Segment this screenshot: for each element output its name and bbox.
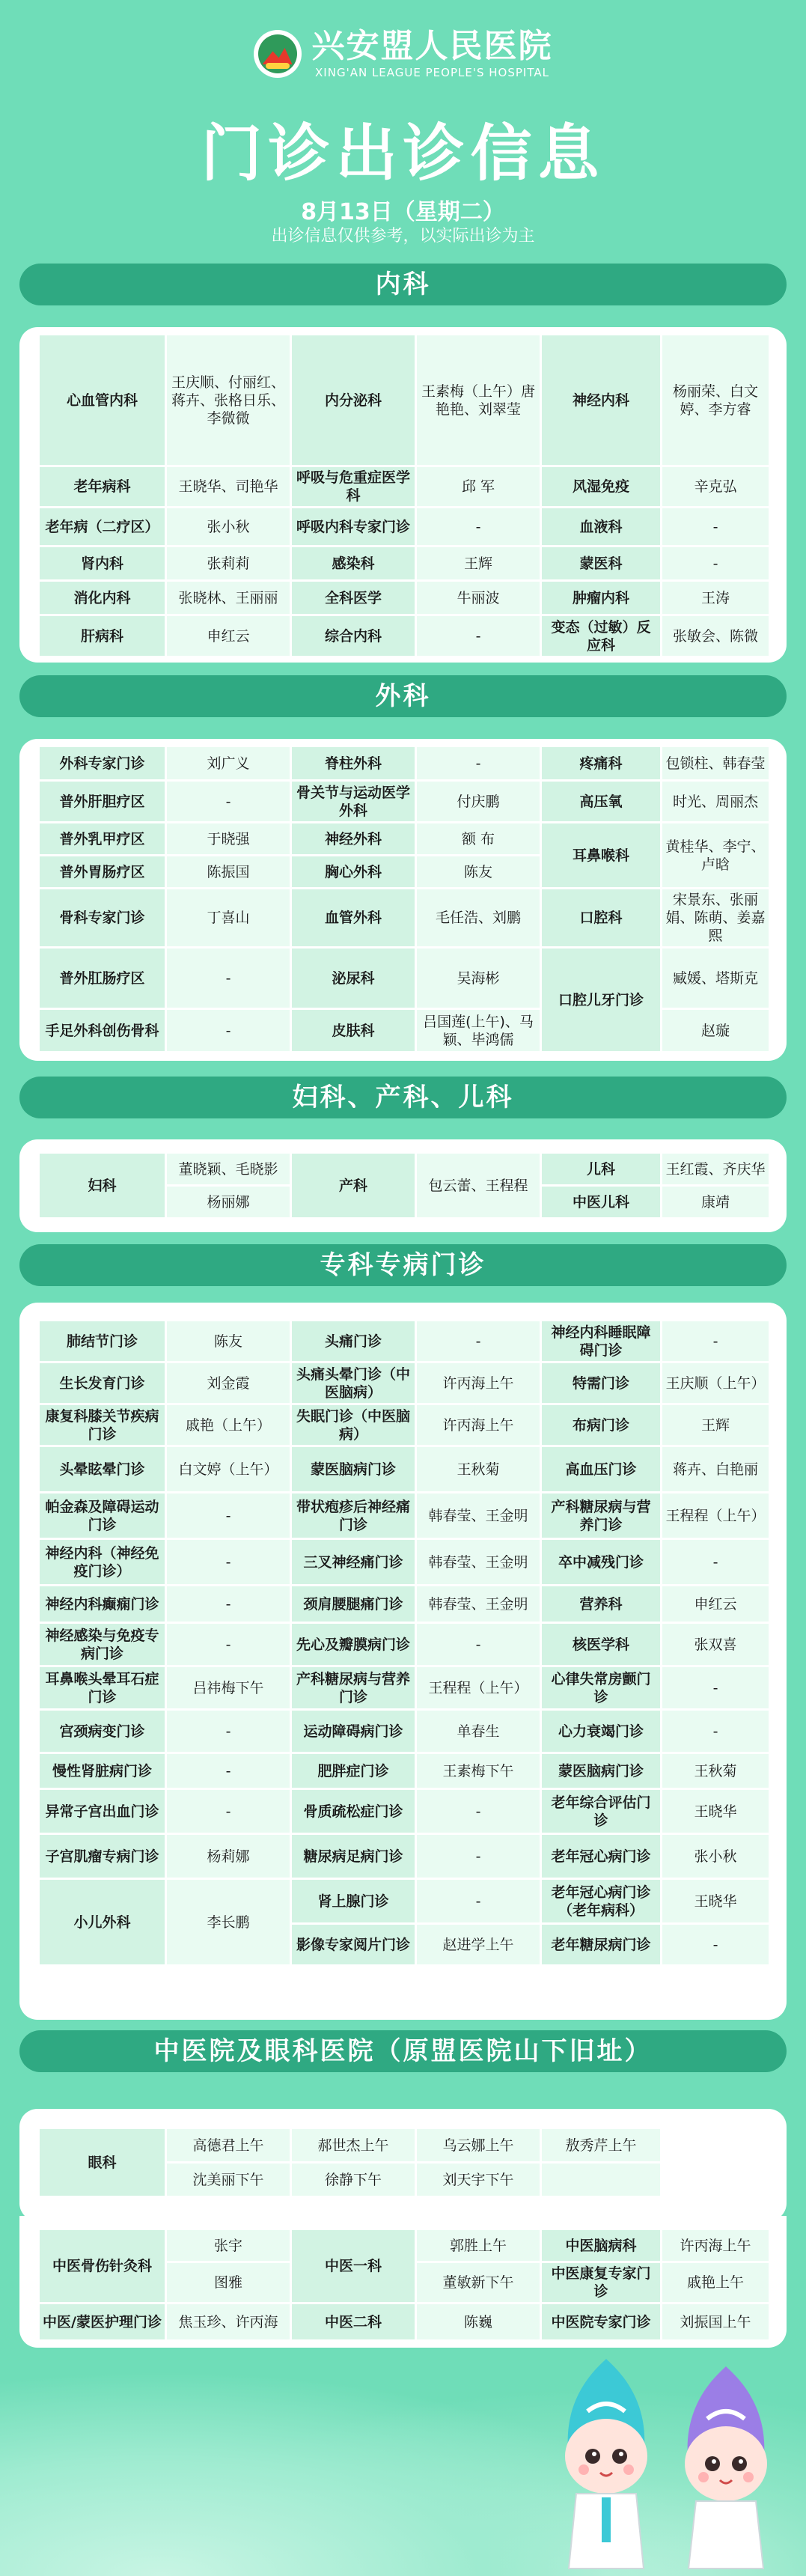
dept-cell: 老年糖尿病门诊 — [541, 1924, 662, 1966]
doctor-cell: 沈美丽下午 — [166, 2163, 291, 2197]
doctor-cell: 单春生 — [416, 1710, 541, 1753]
table-row — [39, 1789, 770, 1834]
table-row — [39, 2128, 770, 2163]
dept-cell: 妇科 — [39, 1153, 166, 1219]
doctor-cell: - — [166, 1753, 291, 1789]
doctor-cell: 康靖 — [662, 1186, 770, 1219]
doctor-cell: 王晓华 — [662, 1879, 770, 1924]
table-row — [39, 1834, 770, 1879]
section-panel-eye — [19, 2109, 787, 2221]
doctor-cell: - — [166, 781, 291, 823]
dept-cell: 颈肩腰腿痛门诊 — [291, 1586, 416, 1623]
doctor-cell: 时光、周丽杰 — [662, 781, 770, 823]
dept-cell: 高血压门诊 — [541, 1446, 662, 1493]
doctor-cell: 刘广义 — [166, 746, 291, 781]
doctor-cell: 李长鹏 — [166, 1879, 291, 1966]
doctor-cell: - — [416, 508, 541, 546]
section-title-internal: 内科 — [19, 264, 787, 305]
table-row — [39, 1321, 770, 1362]
section-title-obgyn-peds: 妇科、产科、儿科 — [19, 1077, 787, 1118]
doctor-cell: 王程程（上午） — [662, 1493, 770, 1539]
dept-cell: 风湿免疫 — [541, 466, 662, 508]
dept-cell: 中医二科 — [291, 2304, 416, 2341]
doctor-cell: 付庆鹏 — [416, 781, 541, 823]
doctor-cell: 韩春莹、王金明 — [416, 1586, 541, 1623]
doctor-cell: 吕祎梅下午 — [166, 1666, 291, 1710]
empty-cell — [662, 2128, 770, 2163]
dept-cell: 慢性肾脏病门诊 — [39, 1753, 166, 1789]
doctor-cell: 王晓华、司艳华 — [166, 466, 291, 508]
table-row — [39, 2229, 770, 2262]
doctor-cell: 戚艳上午 — [662, 2262, 770, 2304]
doctor-cell: - — [662, 1924, 770, 1966]
dept-cell: 普外胃肠疗区 — [39, 856, 166, 889]
doctor-cell: - — [416, 1789, 541, 1834]
dept-cell: 头痛门诊 — [291, 1321, 416, 1362]
dept-cell: 糖尿病足病门诊 — [291, 1834, 416, 1879]
dept-cell: 中医骨伤针灸科 — [39, 2229, 166, 2304]
table-row — [39, 1539, 770, 1586]
doctor-cell: 王辉 — [416, 546, 541, 581]
dept-cell: 血液科 — [541, 508, 662, 546]
dept-cell: 肿瘤内科 — [541, 581, 662, 615]
hospital-name-en: XING'AN LEAGUE PEOPLE'S HOSPITAL — [315, 66, 549, 79]
table-row — [39, 546, 770, 581]
dept-cell: 老年病（二疗区） — [39, 508, 166, 546]
dept-cell: 布病门诊 — [541, 1404, 662, 1446]
schedule-table-obgyn-peds — [37, 1151, 771, 1220]
dept-cell: 核医学科 — [541, 1623, 662, 1666]
dept-cell: 全科医学 — [291, 581, 416, 615]
doctor-cell: 许丙海上午 — [416, 1362, 541, 1404]
doctor-cell: 陈振国 — [166, 856, 291, 889]
dept-cell: 运动障碍病门诊 — [291, 1710, 416, 1753]
hospital-name: 兴安盟人民医院 — [311, 27, 553, 65]
doctor-cell: 邱 军 — [416, 466, 541, 508]
dept-cell: 中医一科 — [291, 2229, 416, 2304]
doctor-cell: 杨莉娜 — [166, 1834, 291, 1879]
dept-cell: 失眠门诊（中医脑病） — [291, 1404, 416, 1446]
doctor-cell: 刘振国上午 — [662, 2304, 770, 2341]
doctor-cell: 吴海彬 — [416, 948, 541, 1009]
schedule-table-tcm — [37, 2228, 771, 2342]
hospital-brand — [0, 28, 806, 79]
table-row — [39, 1153, 770, 1186]
doctor-cell: 王晓华 — [662, 1789, 770, 1834]
doctor-cell: 郝世杰上午 — [291, 2128, 416, 2163]
doctor-cell: 陈友 — [166, 1321, 291, 1362]
dept-cell: 呼吸与危重症医学科 — [291, 466, 416, 508]
doctor-cell: - — [166, 1009, 291, 1053]
empty-cell — [662, 2163, 770, 2197]
schedule-table-eye — [37, 2127, 771, 2198]
dept-cell: 子宫肌瘤专病门诊 — [39, 1834, 166, 1879]
dept-cell: 耳鼻喉头晕耳石症门诊 — [39, 1666, 166, 1710]
table-row — [39, 1493, 770, 1539]
dept-cell: 特需门诊 — [541, 1362, 662, 1404]
doctor-cell: 陈巍 — [416, 2304, 541, 2341]
table-row — [39, 1404, 770, 1446]
doctor-cell: 王秋菊 — [662, 1753, 770, 1789]
doctor-cell: 王素梅（上午）唐艳艳、刘翠莹 — [416, 335, 541, 466]
dept-cell: 异常子宫出血门诊 — [39, 1789, 166, 1834]
dept-cell: 宫颈病变门诊 — [39, 1710, 166, 1753]
dept-cell: 肥胖症门诊 — [291, 1753, 416, 1789]
doctor-cell: 宋景东、张丽娟、陈萌、姜嘉熙 — [662, 889, 770, 948]
doctor-cell: 张晓林、王丽丽 — [166, 581, 291, 615]
dept-cell: 老年冠心病门诊（老年病科） — [541, 1879, 662, 1924]
doctor-cell: 白文婷（上午） — [166, 1446, 291, 1493]
dept-cell: 泌尿科 — [291, 948, 416, 1009]
dept-cell: 老年综合评估门诊 — [541, 1789, 662, 1834]
doctor-cell: 戚艳（上午） — [166, 1404, 291, 1446]
doctor-cell: - — [166, 1539, 291, 1586]
doctor-cell: 张小秋 — [662, 1834, 770, 1879]
doctor-cell: 许丙海上午 — [416, 1404, 541, 1446]
table-row — [39, 581, 770, 615]
doctor-cell: 杨丽荣、白文婷、李方睿 — [662, 335, 770, 466]
dept-cell: 头痛头晕门诊（中医脑病） — [291, 1362, 416, 1404]
dept-cell: 影像专家阅片门诊 — [291, 1924, 416, 1966]
schedule-date: 8月13日（星期二） — [301, 199, 505, 225]
dept-cell: 口腔科 — [541, 889, 662, 948]
table-row — [39, 1753, 770, 1789]
dept-cell: 肾内科 — [39, 546, 166, 581]
dept-cell: 神经内科睡眠障碍门诊 — [541, 1321, 662, 1362]
dept-cell: 脊柱外科 — [291, 746, 416, 781]
dept-cell: 骨质疏松症门诊 — [291, 1789, 416, 1834]
dept-cell: 血管外科 — [291, 889, 416, 948]
doctor-cell: 赵进学上午 — [416, 1924, 541, 1966]
dept-cell: 感染科 — [291, 546, 416, 581]
doctor-cell: 辛克弘 — [662, 466, 770, 508]
doctor-cell: 额 布 — [416, 823, 541, 856]
table-row — [39, 615, 770, 657]
mascot-icon — [531, 2351, 801, 2576]
dept-cell: 普外肝胆疗区 — [39, 781, 166, 823]
table-row — [39, 1623, 770, 1666]
doctor-cell: - — [662, 546, 770, 581]
table-row — [39, 1362, 770, 1404]
dept-cell: 眼科 — [39, 2128, 166, 2197]
doctor-cell — [541, 2163, 662, 2197]
doctor-cell: 申红云 — [662, 1586, 770, 1623]
doctor-cell: 丁喜山 — [166, 889, 291, 948]
doctor-cell: 张莉莉 — [166, 546, 291, 581]
doctor-cell: 韩春莹、王金明 — [416, 1539, 541, 1586]
schedule-table-surgery — [37, 745, 771, 1053]
doctor-cell: 徐静下午 — [291, 2163, 416, 2197]
dept-cell: 肾上腺门诊 — [291, 1879, 416, 1924]
page-header — [0, 0, 806, 270]
doctor-cell: 张双喜 — [662, 1623, 770, 1666]
dept-cell: 肝病科 — [39, 615, 166, 657]
doctor-cell: 张宇 — [166, 2229, 291, 2262]
table-row — [39, 1446, 770, 1493]
table-row — [39, 466, 770, 508]
doctor-cell: 陈友 — [416, 856, 541, 889]
dept-cell: 中医脑病科 — [541, 2229, 662, 2262]
dept-cell: 手足外科创伤骨科 — [39, 1009, 166, 1053]
doctor-cell: 吕国莲(上午)、马颖、毕鸿儒 — [416, 1009, 541, 1053]
dept-cell: 老年病科 — [39, 466, 166, 508]
doctor-cell: - — [416, 1879, 541, 1924]
dept-cell: 带状疱疹后神经痛门诊 — [291, 1493, 416, 1539]
dept-cell: 中医/蒙医护理门诊 — [39, 2304, 166, 2341]
dept-cell: 中医院专家门诊 — [541, 2304, 662, 2341]
doctor-cell: - — [416, 1321, 541, 1362]
doctor-cell: 王红霞、齐庆华 — [662, 1153, 770, 1186]
hospital-logo-icon — [254, 30, 302, 78]
doctor-cell: - — [416, 746, 541, 781]
doctor-cell: 刘金霞 — [166, 1362, 291, 1404]
dept-cell: 心力衰竭门诊 — [541, 1710, 662, 1753]
section-title-tcm-eye: 中医院及眼科医院（原盟医院山下旧址） — [19, 2030, 787, 2072]
dept-cell: 综合内科 — [291, 615, 416, 657]
doctor-cell: 杨丽娜 — [166, 1186, 291, 1219]
table-row — [39, 948, 770, 1009]
table-row — [39, 781, 770, 823]
doctor-cell: - — [166, 1710, 291, 1753]
dept-cell: 神经感染与免疫专病门诊 — [39, 1623, 166, 1666]
dept-cell: 中医儿科 — [541, 1186, 662, 1219]
doctor-cell: 张小秋 — [166, 508, 291, 546]
table-row — [39, 746, 770, 781]
doctor-cell: 王涛 — [662, 581, 770, 615]
dept-cell: 外科专家门诊 — [39, 746, 166, 781]
table-row — [39, 2304, 770, 2341]
doctor-cell: 刘天宇下午 — [416, 2163, 541, 2197]
doctor-cell: 董晓颖、毛晓影 — [166, 1153, 291, 1186]
dept-cell: 中医康复专家门诊 — [541, 2262, 662, 2304]
mascot-doctor-icon — [565, 2359, 647, 2569]
dept-cell: 神经外科 — [291, 823, 416, 856]
dept-cell: 康复科膝关节疾病门诊 — [39, 1404, 166, 1446]
dept-cell: 老年冠心病门诊 — [541, 1834, 662, 1879]
dept-cell: 变态（过敏）反应科 — [541, 615, 662, 657]
dept-cell: 神经内科（神经免疫门诊） — [39, 1539, 166, 1586]
dept-cell: 卒中减残门诊 — [541, 1539, 662, 1586]
table-row — [39, 1710, 770, 1753]
section-panel-specialty — [19, 1303, 787, 2020]
doctor-cell: 王庆顺（上午） — [662, 1362, 770, 1404]
dept-cell: 产科糖尿病与营养门诊 — [541, 1493, 662, 1539]
table-row — [39, 508, 770, 546]
doctor-cell: 郭胜上午 — [416, 2229, 541, 2262]
dept-cell: 骨关节与运动医学外科 — [291, 781, 416, 823]
doctor-cell: - — [416, 615, 541, 657]
doctor-cell: - — [166, 948, 291, 1009]
dept-cell: 产科糖尿病与营养门诊 — [291, 1666, 416, 1710]
table-row — [39, 823, 770, 856]
dept-cell: 普外肛肠疗区 — [39, 948, 166, 1009]
doctor-cell: - — [662, 1710, 770, 1753]
section-panel-surgery — [19, 739, 787, 1061]
dept-cell: 儿科 — [541, 1153, 662, 1186]
doctor-cell: 乌云娜上午 — [416, 2128, 541, 2163]
doctor-cell: 臧媛、塔斯克 — [662, 948, 770, 1009]
doctor-cell: 王辉 — [662, 1404, 770, 1446]
doctor-cell: 王秋菊 — [416, 1446, 541, 1493]
section-panel-obgyn-peds — [19, 1139, 787, 1232]
schedule-note: 出诊信息仅供参考，以实际出诊为主 — [271, 227, 535, 246]
doctor-cell: 于晓强 — [166, 823, 291, 856]
table-row — [39, 889, 770, 948]
dept-cell: 胸心外科 — [291, 856, 416, 889]
dept-cell: 耳鼻喉科 — [541, 823, 662, 889]
dept-cell: 三叉神经痛门诊 — [291, 1539, 416, 1586]
table-row — [39, 335, 770, 401]
dept-cell: 肺结节门诊 — [39, 1321, 166, 1362]
doctor-cell: - — [662, 1666, 770, 1710]
doctor-cell: 牛丽波 — [416, 581, 541, 615]
doctor-cell: 图雅 — [166, 2262, 291, 2304]
doctor-cell: 张敏会、陈微 — [662, 615, 770, 657]
schedule-table-internal — [37, 333, 771, 658]
section-title-specialty: 专科专病门诊 — [19, 1244, 787, 1286]
doctor-cell: 毛任浩、刘鹏 — [416, 889, 541, 948]
dept-cell: 产科 — [291, 1153, 416, 1219]
mascot-nurse-icon — [685, 2366, 767, 2569]
dept-cell: 疼痛科 — [541, 746, 662, 781]
dept-cell: 普外乳甲疗区 — [39, 823, 166, 856]
doctor-cell: 董敏新下午 — [416, 2262, 541, 2304]
table-row — [39, 1586, 770, 1623]
doctor-cell: - — [662, 1539, 770, 1586]
dept-cell: 蒙医脑病门诊 — [541, 1753, 662, 1789]
doctor-cell: - — [166, 1623, 291, 1666]
dept-cell: 蒙医脑病门诊 — [291, 1446, 416, 1493]
doctor-cell: 包锁柱、韩春莹 — [662, 746, 770, 781]
dept-cell: 营养科 — [541, 1586, 662, 1623]
dept-cell: 先心及瓣膜病门诊 — [291, 1623, 416, 1666]
dept-cell: 帕金森及障碍运动门诊 — [39, 1493, 166, 1539]
page-title: 门诊出诊信息 — [201, 118, 605, 189]
doctor-cell: - — [166, 1586, 291, 1623]
dept-cell: 心律失常房颤门诊 — [541, 1666, 662, 1710]
dept-cell: 高压氧 — [541, 781, 662, 823]
doctor-cell: 焦玉珍、许丙海 — [166, 2304, 291, 2341]
section-panel-tcm — [19, 2216, 787, 2348]
section-title-surgery: 外科 — [19, 675, 787, 717]
dept-cell: 内分泌科 — [291, 335, 416, 466]
doctor-cell: 王庆顺、付丽红、蒋卉、张格日乐、李微微 — [166, 335, 291, 466]
doctor-cell: 包云蕾、王程程 — [416, 1153, 541, 1219]
doctor-cell: 王素梅下午 — [416, 1753, 541, 1789]
dept-cell: 皮肤科 — [291, 1009, 416, 1053]
dept-cell: 蒙医科 — [541, 546, 662, 581]
doctor-cell: 申红云 — [166, 615, 291, 657]
doctor-cell: - — [166, 1493, 291, 1539]
doctor-cell: - — [166, 1789, 291, 1834]
doctor-cell: 高德君上午 — [166, 2128, 291, 2163]
dept-cell: 心血管内科 — [39, 335, 166, 466]
doctor-cell: 蒋卉、白艳丽 — [662, 1446, 770, 1493]
doctor-cell: 黄桂华、李宁、卢晗 — [662, 823, 770, 889]
dept-cell: 神经内科 — [541, 335, 662, 466]
dept-cell: 骨科专家门诊 — [39, 889, 166, 948]
dept-cell: 口腔儿牙门诊 — [541, 948, 662, 1053]
dept-cell: 生长发育门诊 — [39, 1362, 166, 1404]
dept-cell: 头晕眩晕门诊 — [39, 1446, 166, 1493]
doctor-cell: - — [662, 1321, 770, 1362]
doctor-cell: 敖秀芹上午 — [541, 2128, 662, 2163]
table-row — [39, 1666, 770, 1710]
section-panel-internal — [19, 327, 787, 663]
doctor-cell: - — [416, 1834, 541, 1879]
doctor-cell: 许丙海上午 — [662, 2229, 770, 2262]
doctor-cell: 王程程（上午） — [416, 1666, 541, 1710]
doctor-cell: - — [662, 508, 770, 546]
dept-cell: 小儿外科 — [39, 1879, 166, 1966]
doctor-cell: 韩春莹、王金明 — [416, 1493, 541, 1539]
table-row — [39, 1879, 770, 1924]
doctor-cell: - — [416, 1623, 541, 1666]
doctor-cell: 赵璇 — [662, 1009, 770, 1053]
schedule-table-specialty — [37, 1319, 771, 1967]
dept-cell: 呼吸内科专家门诊 — [291, 508, 416, 546]
dept-cell: 消化内科 — [39, 581, 166, 615]
dept-cell: 神经内科癫痫门诊 — [39, 1586, 166, 1623]
